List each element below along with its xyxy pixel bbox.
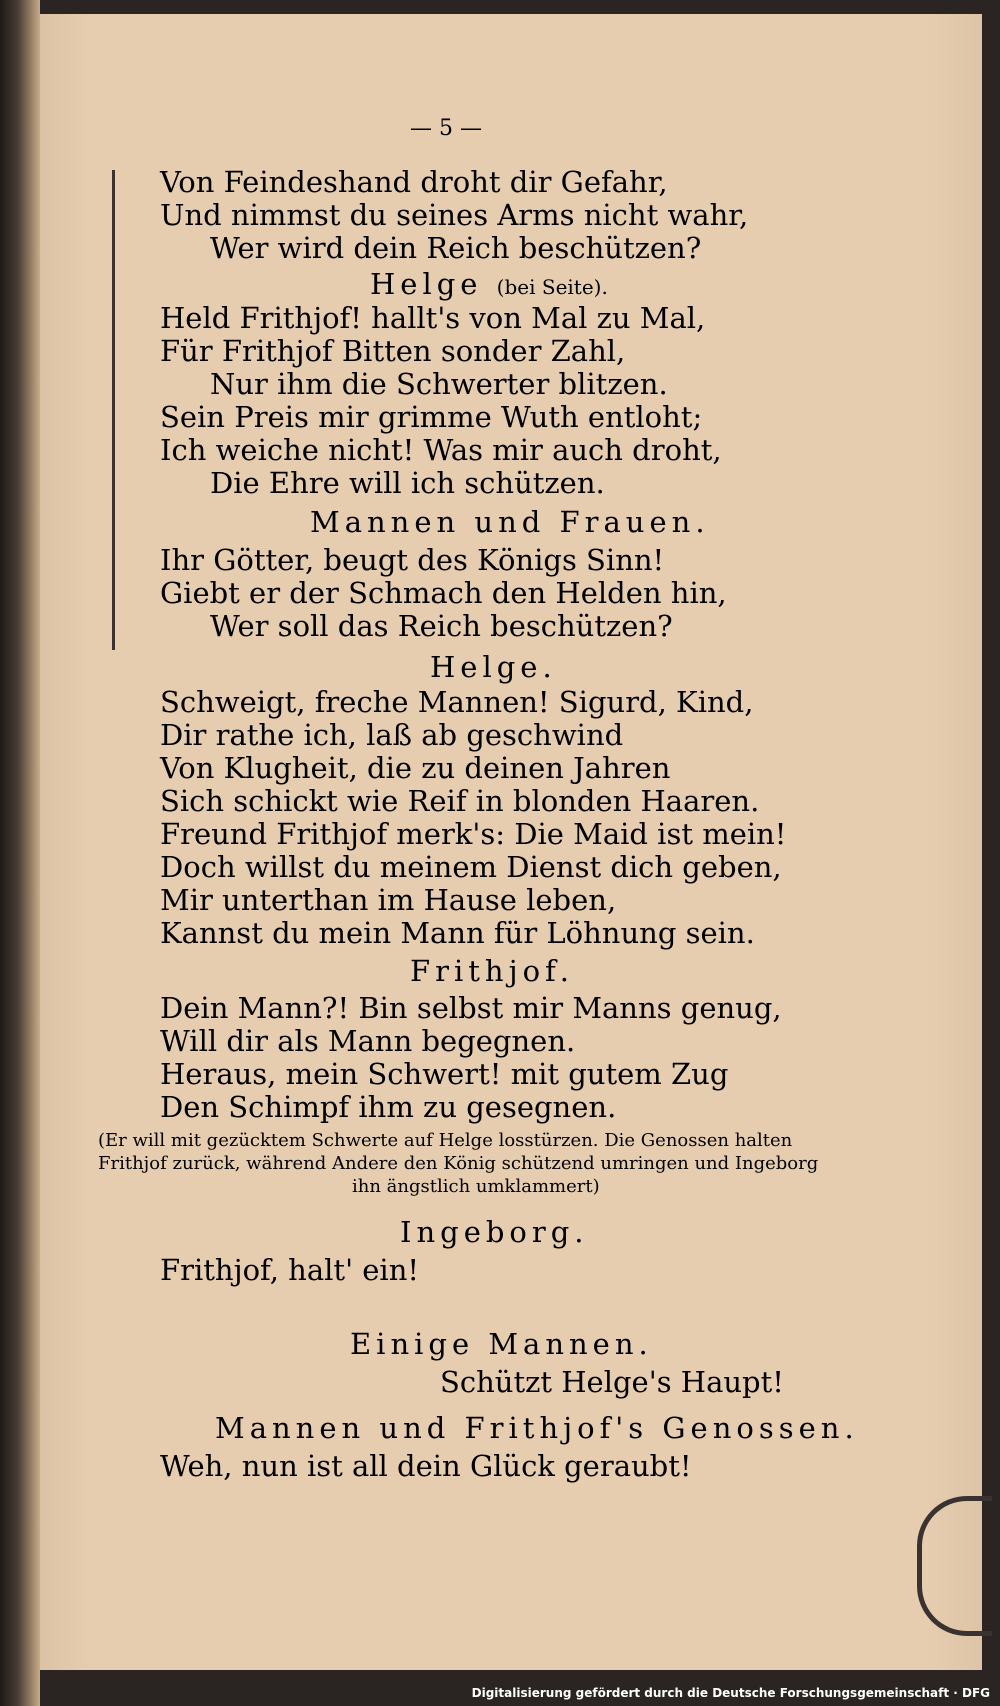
verse-line-13: Schweigt, freche Mannen! Sigurd, Kind, xyxy=(160,685,754,719)
verse-line-12: Wer soll das Reich beschützen? xyxy=(210,609,673,643)
verse-line-26: Schützt Helge's Haupt! xyxy=(440,1365,784,1399)
page-number: — 5 — xyxy=(410,116,482,141)
verse-line-3: Wer wird dein Reich beschützen? xyxy=(210,231,702,265)
digitization-credit: Digitalisierung gefördert durch die Deutsche Forschungsgemeinschaft · DFG xyxy=(471,1686,990,1700)
speaker-einige-mannen: Einige Mannen. xyxy=(350,1327,653,1361)
verse-line-25: Frithjof, halt' ein! xyxy=(160,1253,420,1287)
verse-line-10: Ihr Götter, beugt des Königs Sinn! xyxy=(160,543,665,577)
page-clip xyxy=(917,1496,992,1636)
verse-line-2: Und nimmst du seines Arms nicht wahr, xyxy=(160,198,749,232)
speaker-helge: Helge. xyxy=(430,650,557,684)
verse-line-27: Weh, nun ist all dein Glück geraubt! xyxy=(160,1449,692,1483)
verse-line-20: Kannst du mein Mann für Löhnung sein. xyxy=(160,916,755,950)
verse-line-5: Für Frithjof Bitten sonder Zahl, xyxy=(160,334,626,368)
aside-note: (bei Seite). xyxy=(496,275,608,299)
verse-line-8: Ich weiche nicht! Was mir auch droht, xyxy=(160,433,722,467)
stage-direction-line-1: (Er will mit gezücktem Schwerte auf Helge losstürzen. Die Genossen halten xyxy=(98,1130,793,1151)
verse-line-9: Die Ehre will ich schützen. xyxy=(210,466,605,500)
stage-direction-line-2: Frithjof zurück, während Andere den König schützend umringen und Ingeborg xyxy=(98,1153,819,1174)
verse-line-16: Sich schickt wie Reif in blonden Haaren. xyxy=(160,784,760,818)
speaker-name: Helge xyxy=(370,267,483,301)
verse-line-7: Sein Preis mir grimme Wuth entloht; xyxy=(160,400,703,434)
verse-line-11: Giebt er der Schmach den Helden hin, xyxy=(160,576,727,610)
speaker-mannen-frauen: Mannen und Frauen. xyxy=(310,505,710,539)
speaker-helge-aside xyxy=(370,267,608,301)
stage-direction-line-3: ihn ängstlich umklammert) xyxy=(352,1176,600,1197)
verse-line-6: Nur ihm die Schwerter blitzen. xyxy=(210,367,668,401)
verse-line-14: Dir rathe ich, laß ab geschwind xyxy=(160,718,624,752)
book-binding xyxy=(0,0,40,1706)
speaker-mannen-genossen: Mannen und Frithjof's Genossen. xyxy=(215,1411,859,1445)
verse-line-18: Doch willst du meinem Dienst dich geben, xyxy=(160,850,782,884)
verse-line-19: Mir unterthan im Hause leben, xyxy=(160,883,617,917)
margin-rule xyxy=(112,170,115,650)
verse-line-17: Freund Frithjof merk's: Die Maid ist mein! xyxy=(160,817,787,851)
verse-line-24: Den Schimpf ihm zu gesegnen. xyxy=(160,1090,617,1124)
verse-line-21: Dein Mann?! Bin selbst mir Manns genug, xyxy=(160,991,782,1025)
verse-line-23: Heraus, mein Schwert! mit gutem Zug xyxy=(160,1057,729,1091)
speaker-ingeborg: Ingeborg. xyxy=(400,1215,589,1249)
verse-line-15: Von Klugheit, die zu deinen Jahren xyxy=(160,751,671,785)
verse-line-22: Will dir als Mann begegnen. xyxy=(160,1024,576,1058)
verse-line-1: Von Feindeshand droht dir Gefahr, xyxy=(160,165,668,199)
speaker-frithjof: Frithjof. xyxy=(410,954,574,988)
verse-line-4: Held Frithjof! hallt's von Mal zu Mal, xyxy=(160,301,706,335)
